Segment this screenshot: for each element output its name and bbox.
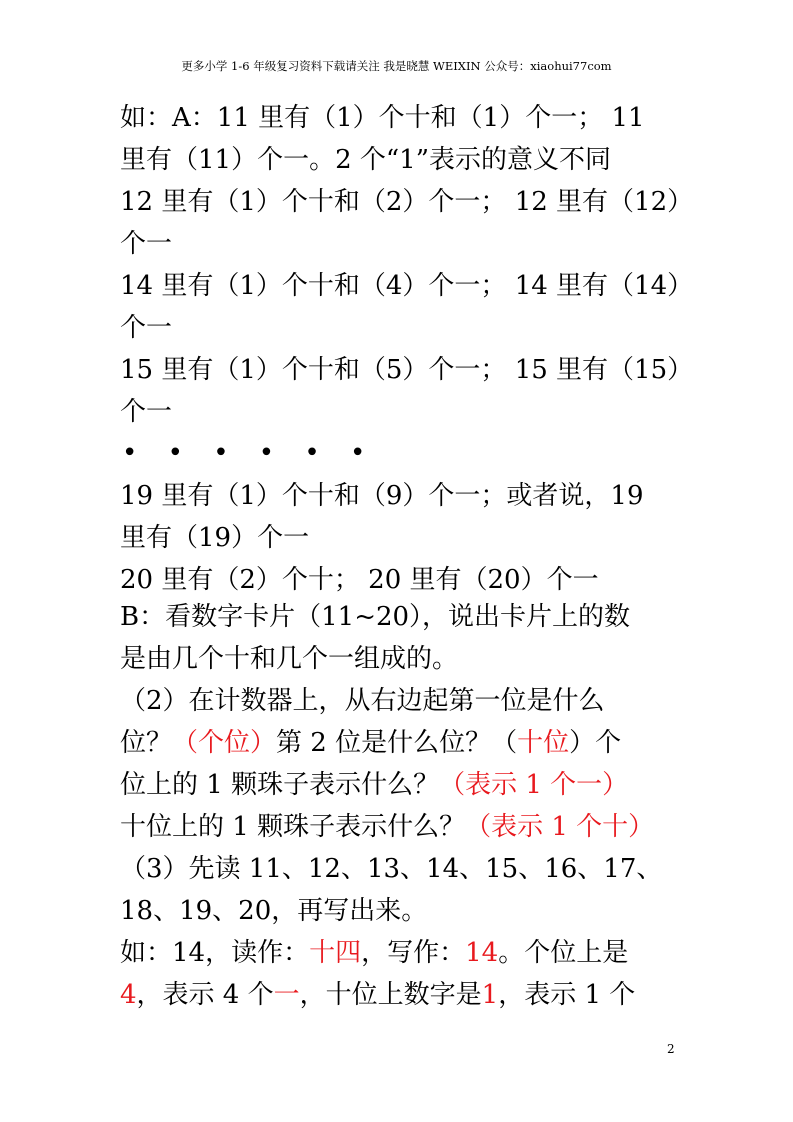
- answer-highlight: （表示 1 个一）: [439, 770, 629, 800]
- line-segment: 如：14，读作：: [120, 938, 310, 968]
- text-line: 20 里有（2）个十； 20 里有（20）个一: [120, 565, 599, 595]
- text-line: 如：A：11 里有（1）个十和（1）个一； 11: [120, 103, 645, 133]
- text-line: [120, 936, 628, 970]
- text-line: [120, 978, 635, 1012]
- text-line: 个一: [120, 313, 173, 343]
- text-line: [120, 768, 628, 802]
- line-segment: ，表示 1 个: [498, 980, 636, 1010]
- text-line: 是由几个十和几个一组成的。: [120, 644, 459, 674]
- line-segment: 。个位上是: [498, 938, 629, 968]
- line-segment: ，十位上数字是: [299, 980, 482, 1010]
- text-line: B：看数字卡片（11~20），说出卡片上的数: [120, 602, 631, 632]
- line-segment: 位？: [120, 728, 173, 758]
- text-line: 14 里有（1）个十和（4）个一； 14 里有（14）: [120, 271, 694, 301]
- line-segment: ）个: [569, 728, 622, 758]
- answer-highlight: 十四: [309, 938, 362, 968]
- answer-highlight: 一: [273, 980, 300, 1010]
- text-line: 里有（11）个一。2 个“1”表示的意义不同: [120, 145, 612, 175]
- answer-highlight: （个位）: [172, 728, 277, 758]
- line-segment: 第 2 位是什么位？（: [276, 728, 518, 758]
- page-header: 更多小学 1-6 年级复习资料下载请关注 我是晓慧 WEIXIN 公众号：xiaohui77com: [181, 59, 612, 73]
- line-segment: 位上的 1 颗珠子表示什么？: [120, 770, 440, 800]
- text-line: [120, 726, 621, 760]
- answer-highlight: 十位: [517, 728, 570, 758]
- text-line: 12 里有（1）个十和（2）个一； 12 里有（12）: [120, 187, 694, 217]
- page-number: 2: [667, 1042, 675, 1056]
- text-line: 19 里有（1）个十和（9）个一；或者说，19: [120, 481, 644, 511]
- text-line: [120, 810, 654, 844]
- text-line: （2）在计数器上，从右边起第一位是什么: [120, 686, 605, 716]
- text-line: 个一: [120, 229, 173, 259]
- ellipsis-dots: • • • • • •: [122, 438, 377, 468]
- line-segment: 十位上的 1 颗珠子表示什么？: [120, 812, 466, 842]
- line-segment: ，表示 4 个: [136, 980, 274, 1010]
- text-line: （3）先读 11、12、13、14、15、16、17、: [120, 854, 663, 884]
- text-line: 15 里有（1）个十和（5）个一； 15 里有（15）: [120, 355, 694, 385]
- text-line: 18、19、20，再写出来。: [120, 896, 428, 926]
- answer-highlight: 4: [120, 980, 137, 1010]
- answer-highlight: 1: [481, 980, 499, 1010]
- answer-highlight: 14: [465, 938, 499, 968]
- text-line: 里有（19）个一: [120, 523, 310, 553]
- text-line: 个一: [120, 397, 173, 427]
- answer-highlight: （表示 1 个十）: [465, 812, 655, 842]
- line-segment: ，写作：: [361, 938, 466, 968]
